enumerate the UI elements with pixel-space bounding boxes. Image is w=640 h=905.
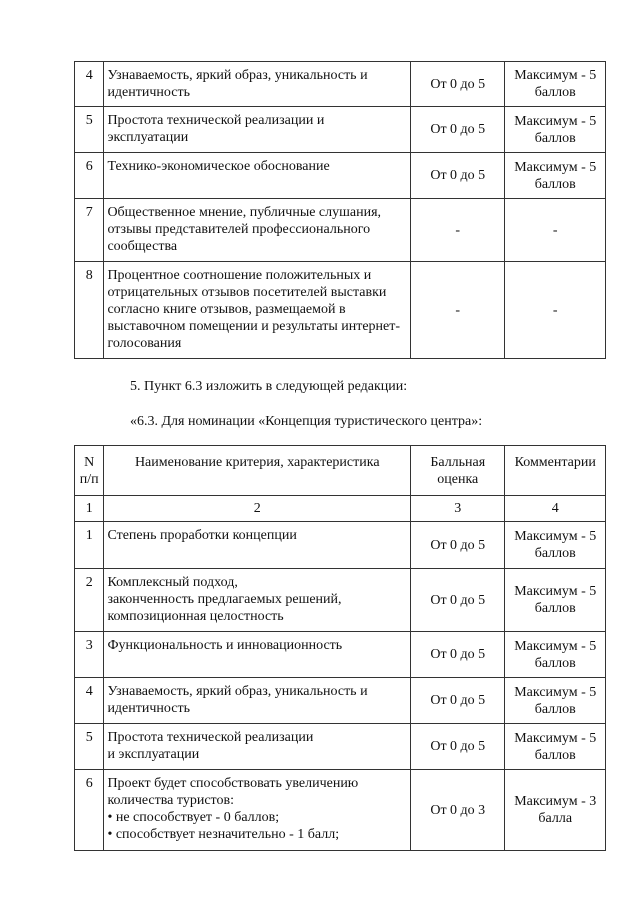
score-range: От 0 до 5 [411, 522, 505, 569]
header-criterion: Наименование критерия, характеристика [104, 446, 411, 496]
row-number: 5 [75, 724, 104, 770]
index-cell: 4 [505, 496, 606, 522]
table-row [75, 632, 606, 678]
index-cell: 2 [104, 496, 411, 522]
criterion-line: Комплексный подход, [107, 575, 238, 590]
criterion-text: Технико-экономическое обоснование [104, 153, 411, 199]
score-range: - [411, 262, 505, 359]
nomination-paragraph: «6.3. Для номинации «Концепция туристического центра»: [130, 414, 483, 429]
row-number: 4 [75, 678, 104, 724]
table-row [75, 522, 606, 569]
criterion-text [104, 770, 411, 851]
table-row [75, 107, 606, 153]
score-range: От 0 до 5 [411, 632, 505, 678]
comment-text: - [505, 199, 606, 262]
criteria-table-tourist-center [74, 445, 606, 851]
header-comments: Комментарии [505, 446, 606, 496]
score-range: - [411, 199, 505, 262]
criterion-text: Процентное соотношение положительных и отрицательных отзывов посетителей выставки согласно книге отзывов, размещаемой в выставочном помещении и результаты интернет-голосования [104, 262, 411, 359]
row-number: 7 [75, 199, 104, 262]
row-number: 2 [75, 569, 104, 632]
criterion-line: законченность предлагаемых решений, [107, 592, 342, 607]
score-range: От 0 до 5 [411, 724, 505, 770]
score-range: От 0 до 3 [411, 770, 505, 851]
row-number: 6 [75, 153, 104, 199]
table-row [75, 678, 606, 724]
row-number: 4 [75, 62, 104, 107]
criterion-text: Узнаваемость, яркий образ, уникальность и идентичность [104, 62, 411, 107]
comment-text: Максимум - 5 баллов [505, 153, 606, 199]
table-row [75, 262, 606, 359]
criterion-text: Общественное мнение, публичные слушания, отзывы представителей профессионального сообщества [104, 199, 411, 262]
criterion-line: Функциональность и инновационность [107, 638, 343, 653]
bullet-item: • способствует незначительно - 1 балл; [107, 826, 407, 843]
score-range: От 0 до 5 [411, 569, 505, 632]
criteria-table-continued [74, 61, 606, 359]
comment-text: Максимум - 3 балла [505, 770, 606, 851]
criterion-line: и эксплуатации [107, 747, 200, 762]
table-row [75, 724, 606, 770]
criterion-line: Узнаваемость, яркий образ, уникальность и идентичность [107, 684, 368, 716]
comment-text: Максимум - 5 баллов [505, 632, 606, 678]
row-number: 6 [75, 770, 104, 851]
score-range: От 0 до 5 [411, 153, 505, 199]
bullet-item: • не способствует - 0 баллов; [107, 809, 407, 826]
comment-text: Максимум - 5 баллов [505, 107, 606, 153]
bullet-list [107, 809, 407, 843]
criterion-line: Степень проработки концепции [107, 528, 297, 543]
table-row [75, 153, 606, 199]
criterion-line: композиционная целостность [107, 609, 284, 624]
criterion-text [104, 632, 411, 678]
header-number: N п/п [75, 446, 104, 496]
criterion-text [104, 724, 411, 770]
score-range: От 0 до 5 [411, 107, 505, 153]
row-number: 5 [75, 107, 104, 153]
criterion-line: Проект будет способствовать увеличению [107, 776, 359, 791]
criterion-text [104, 522, 411, 569]
row-number: 3 [75, 632, 104, 678]
table-row [75, 770, 606, 851]
comment-text: Максимум - 5 баллов [505, 522, 606, 569]
criterion-line: количества туристов: [107, 793, 234, 808]
score-range: От 0 до 5 [411, 678, 505, 724]
row-number: 8 [75, 262, 104, 359]
criterion-text: Простота технической реализации и эксплуатации [104, 107, 411, 153]
criterion-text [104, 569, 411, 632]
row-number: 1 [75, 522, 104, 569]
table-row [75, 62, 606, 107]
table-row [75, 569, 606, 632]
comment-text: Максимум - 5 баллов [505, 678, 606, 724]
comment-text: Максимум - 5 баллов [505, 62, 606, 107]
column-index-row [75, 496, 606, 522]
score-range: От 0 до 5 [411, 62, 505, 107]
comment-text: - [505, 262, 606, 359]
index-cell: 3 [411, 496, 505, 522]
header-score: Балльная оценка [411, 446, 505, 496]
comment-text: Максимум - 5 баллов [505, 724, 606, 770]
criterion-line: Простота технической реализации [107, 730, 314, 745]
criterion-text [104, 678, 411, 724]
table-header-row [75, 446, 606, 496]
table-row [75, 199, 606, 262]
comment-text: Максимум - 5 баллов [505, 569, 606, 632]
index-cell: 1 [75, 496, 104, 522]
amendment-paragraph: 5. Пункт 6.3 изложить в следующей редакции: [130, 379, 408, 394]
